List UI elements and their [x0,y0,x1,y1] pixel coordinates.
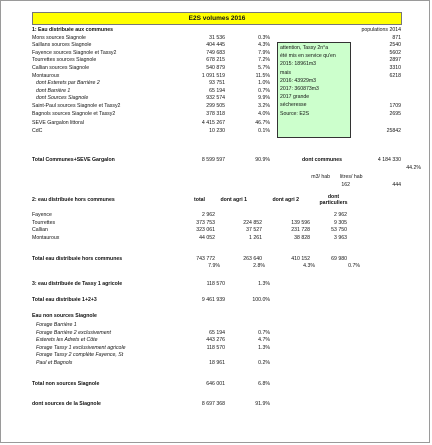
commune-label: Callian sources Siagnole [32,64,90,71]
hors-commune-label: Tourrettes [32,219,56,226]
non-source-percent: 1.3% [258,344,270,351]
hors-agri2: 231 728 [291,227,310,234]
non-source-volume: 18 961 [209,360,225,366]
hors-total: 373 753 [196,219,215,226]
litres-hab-label: litres/ hab [340,174,363,180]
note-line: mais [280,69,291,76]
commune-volume: 678 215 [206,57,225,64]
hors-part-sum: 69 980 [331,256,347,262]
commune-volume: 299 505 [206,102,225,109]
commune-volume: 65 194 [209,87,225,94]
commune-label: Montauroux [32,72,60,79]
commune-percent: 4.3% [258,42,270,49]
commune-label: dont Sources Siagnole [36,95,89,102]
hors-total-label: Total eau distribuée hors communes [32,256,123,262]
commune-percent: 1.0% [258,80,270,87]
note-line: attention, Tassy 2n°a [280,45,329,51]
litres-hab-value: 444 [392,182,401,188]
m3-hab-value: 162 [341,182,350,188]
commune-label: dont Esterets par Barrière 2 [36,80,100,87]
commune-population: 25842 [386,127,401,134]
dont-communes-percent: 44.2% [406,165,421,171]
non-source-label: Paul et Bagnols [36,360,73,366]
commune-percent: 46.7% [255,120,270,126]
hors-total: 44 052 [199,234,215,241]
note-line: 2017: 360873m3 [280,86,319,93]
note-line: 2015: 18961m3 [280,61,317,68]
commune-label: Fayence sources Siagnole et Tassy2 [32,49,117,56]
section3-volume: 118 570 [206,281,225,287]
hors-particuliers: 3 963 [334,234,347,241]
dont-sources-percent: 91.9% [255,401,270,407]
hors-particuliers: 9 305 [334,219,347,226]
commune-volume: 749 683 [206,49,225,56]
col-particuliers: particuliers [319,200,348,206]
commune-volume: 378 318 [206,110,225,117]
commune-population: 5602 [389,49,401,56]
section1-heading: 1: Eau distribuée aux communes [32,27,114,33]
non-sources-total-percent: 6.8% [258,381,270,387]
hors-agri1: 224 852 [243,219,262,226]
commune-volume: 404 445 [206,42,225,49]
non-source-percent: 0.2% [258,360,270,366]
grand-total-percent: 100.0% [252,297,270,303]
note-box [277,42,351,138]
commune-label: Mons sources Siagnole [32,34,86,41]
commune-volume: 932 574 [206,95,225,102]
hors-total-pct: 7.9% [208,263,220,269]
commune-percent: 7.2% [258,57,270,64]
non-source-label: Forage Tassy 1 exclusivement agricole [36,344,126,351]
hors-agri1-sum: 263 640 [243,256,262,262]
dont-communes-volume: 4 184 330 [377,157,401,163]
commune-population: 1709 [389,102,401,109]
non-source-label: Esterets les Adrets et Côte [36,337,98,344]
commune-percent: 3.2% [258,102,270,109]
commune-volume: 93 751 [209,80,225,87]
commune-population: 6218 [389,72,401,79]
commune-label: SEVE Gargalon littoral [32,120,84,126]
non-source-label: Forage Tassy 2 complète Fayence, St [36,352,124,359]
commune-label: Bagnols sources Siagnole et Tassy2 [32,110,116,117]
commune-label: Tourrettes sources Siagnole [32,57,97,64]
hors-agri1: 37 527 [246,227,262,234]
section2-heading: 2: eau distribuée hors communes [32,197,115,203]
grand-total-volume: 9 461 939 [201,297,225,303]
non-source-volume: 118 570 [206,344,225,351]
note-line: 2017 grande [280,94,310,101]
dont-sources-label: dont sources de la Siagnole [32,401,101,407]
commune-percent: 4.0% [258,110,270,117]
hors-agri2-sum: 410 152 [291,256,310,262]
non-source-percent: 4.7% [258,337,270,344]
section3-percent: 1.3% [258,281,270,287]
commune-label: Saillans sources Siagnole [32,42,92,49]
dont-communes-label: dont communes [302,157,343,163]
hors-total-sum: 743 772 [196,256,215,262]
commune-percent: 7.9% [258,49,270,56]
commune-population: 871 [392,34,401,41]
hors-particuliers: 2 962 [334,212,347,218]
commune-percent: 0.1% [258,127,270,134]
hors-commune-label: Fayence [32,212,52,218]
non-source-percent: 0.7% [258,329,270,336]
hors-commune-label: Callian [32,227,48,234]
grand-total-label: Total eau distribuée 1+2+3 [32,297,97,303]
hors-agri1: 1 261 [249,234,262,241]
commune-label: Saint-Paul sources Siagnole et Tassy2 [32,102,121,109]
non-source-volume: 65 194 [209,329,225,336]
commune-volume: 4 415 267 [201,120,225,126]
commune-percent: 0.3% [258,34,270,41]
commune-percent: 9.9% [258,95,270,102]
hors-agri2: 139 596 [291,219,310,226]
commune-population: 2695 [389,110,401,117]
hors-agri1-pct: 2.8% [253,263,265,269]
non-sources-heading: Eau non sources Siagnole [32,313,97,319]
dont-sources-volume: 8 697 368 [201,401,225,407]
col-total: total [194,197,205,203]
note-line: sécheresse [280,102,307,109]
commune-label: dont Barrière 1 [36,87,71,94]
commune-label: CdC [32,127,43,134]
hors-agri2-pct: 4.3% [303,263,315,269]
non-source-label: Forage Barrière 2 exclusivement [36,329,111,336]
commune-volume: 1 091 519 [201,72,225,79]
commune-population: 2897 [389,57,401,64]
commune-volume: 540 879 [206,64,225,71]
col-agri1: dont agri 1 [220,197,247,203]
non-source-volume: 443 276 [206,337,225,344]
note-line: été mis en service qu'en [280,53,336,60]
communes-total-label: Total Communes+SEVE Gargalon [32,157,115,163]
hors-particuliers: 53 750 [331,227,347,234]
commune-percent: 11.5% [255,72,270,79]
non-sources-total-volume: 646 001 [206,381,225,387]
hors-part-pct: 0.7% [348,263,360,269]
hors-total: 2 962 [202,212,215,218]
commune-population: 3310 [389,64,401,71]
hors-commune-label: Montauroux [32,234,60,241]
commune-percent: 5.7% [258,64,270,71]
commune-volume: 10 230 [209,127,225,134]
commune-percent: 0.7% [258,87,270,94]
commune-population: 2540 [389,42,401,49]
hors-agri2: 38 828 [294,234,310,241]
population-header: populations 2014 [361,27,401,33]
communes-total-percent: 90.9% [255,157,270,163]
note-line: Source: E2S [280,110,310,117]
col-agri2: dont agri 2 [272,197,299,203]
col-particuliers: dont [327,194,340,200]
communes-total-volume: 8 599 597 [201,157,225,163]
sheet-title: E2S volumes 2016 [32,12,402,25]
section3-label: 3: eau distribuée de Tassy 1 agricole [32,281,123,287]
hors-total: 323 061 [196,227,215,234]
non-source-label: Forage Barrière 1 [36,322,77,328]
commune-volume: 31 536 [209,34,225,41]
non-sources-total-label: Total non sources Siagnole [32,381,100,387]
m3-hab-label: m3/ hab [311,174,330,180]
note-line: 2016: 43929m3 [280,77,317,84]
